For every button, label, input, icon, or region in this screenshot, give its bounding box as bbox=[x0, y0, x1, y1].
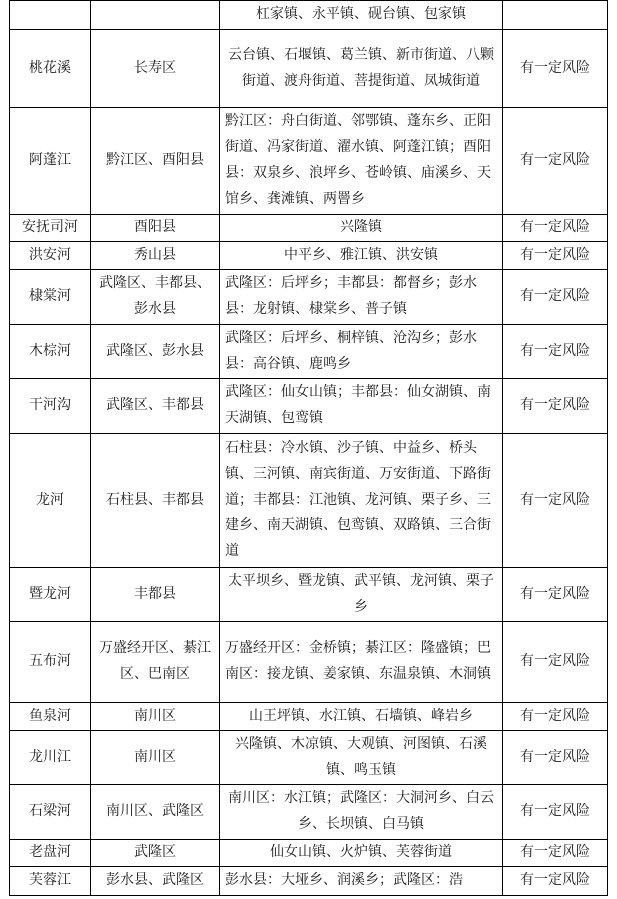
district-cell bbox=[91, 1, 220, 30]
towns-cell: 山王坪镇、水江镇、石墙镇、峰岩乡 bbox=[220, 703, 503, 731]
table-row bbox=[10, 379, 608, 434]
river-name-cell bbox=[10, 1, 91, 30]
table-row bbox=[10, 434, 608, 568]
towns-cell: 武隆区：后坪乡、桐梓镇、沧沟乡；彭水县：高谷镇、鹿鸣乡 bbox=[220, 325, 503, 379]
district-cell: 武隆区、丰都县、彭水县 bbox=[91, 270, 220, 325]
district-cell: 武隆区、丰都县 bbox=[91, 379, 220, 434]
river-name-cell: 木棕河 bbox=[10, 325, 91, 379]
table-row bbox=[10, 622, 608, 703]
risk-cell: 有一定风险 bbox=[503, 379, 608, 434]
river-name-cell: 桃花溪 bbox=[10, 30, 91, 108]
risk-cell: 有一定风险 bbox=[503, 731, 608, 785]
table-row bbox=[10, 30, 608, 108]
table-row bbox=[10, 731, 608, 785]
risk-cell: 有一定风险 bbox=[503, 325, 608, 379]
risk-cell: 有一定风险 bbox=[503, 434, 608, 568]
district-cell: 秀山县 bbox=[91, 242, 220, 270]
risk-cell: 有一定风险 bbox=[503, 30, 608, 108]
table-row bbox=[10, 867, 608, 896]
district-cell: 彭水县、武隆区 bbox=[91, 867, 220, 896]
risk-cell: 有一定风险 bbox=[503, 622, 608, 703]
risk-cell: 有一定风险 bbox=[503, 270, 608, 325]
district-cell: 武隆区 bbox=[91, 840, 220, 867]
risk-cell: 有一定风险 bbox=[503, 840, 608, 867]
table-row bbox=[10, 215, 608, 242]
towns-cell: 兴隆镇、木凉镇、大观镇、河图镇、石溪镇、鸣玉镇 bbox=[220, 731, 503, 785]
district-cell: 黔江区、酉阳县 bbox=[91, 108, 220, 215]
table-row bbox=[10, 840, 608, 867]
towns-cell: 仙女山镇、火炉镇、芙蓉街道 bbox=[220, 840, 503, 867]
risk-cell: 有一定风险 bbox=[503, 703, 608, 731]
river-name-cell: 棣棠河 bbox=[10, 270, 91, 325]
river-name-cell: 暨龙河 bbox=[10, 568, 91, 622]
risk-cell: 有一定风险 bbox=[503, 108, 608, 215]
towns-cell: 万盛经开区：金桥镇；綦江区：隆盛镇；巴南区：接龙镇、姜家镇、东温泉镇、木洞镇 bbox=[220, 622, 503, 703]
river-name-cell: 龙川江 bbox=[10, 731, 91, 785]
towns-cell: 武隆区：仙女山镇；丰都县：仙女湖镇、南天湖镇、包鸾镇 bbox=[220, 379, 503, 434]
risk-cell: 有一定风险 bbox=[503, 785, 608, 840]
river-name-cell: 老盘河 bbox=[10, 840, 91, 867]
river-name-cell: 洪安河 bbox=[10, 242, 91, 270]
table-row bbox=[10, 1, 608, 30]
district-cell: 万盛经开区、綦江区、巴南区 bbox=[91, 622, 220, 703]
towns-cell: 兴隆镇 bbox=[220, 215, 503, 242]
river-name-cell: 石梁河 bbox=[10, 785, 91, 840]
district-cell: 丰都县 bbox=[91, 568, 220, 622]
towns-cell: 杠家镇、永平镇、砚台镇、包家镇 bbox=[220, 1, 503, 30]
table-row bbox=[10, 242, 608, 270]
towns-cell: 武隆区：后坪乡；丰都县：都督乡；彭水县：龙射镇、棣棠乡、普子镇 bbox=[220, 270, 503, 325]
risk-cell bbox=[503, 1, 608, 30]
district-cell: 长寿区 bbox=[91, 30, 220, 108]
district-cell: 酉阳县 bbox=[91, 215, 220, 242]
risk-cell: 有一定风险 bbox=[503, 568, 608, 622]
table-row bbox=[10, 270, 608, 325]
river-name-cell: 芙蓉江 bbox=[10, 867, 91, 896]
table-row bbox=[10, 785, 608, 840]
table-row bbox=[10, 325, 608, 379]
towns-cell: 云台镇、石堰镇、葛兰镇、新市街道、八颗街道、渡舟街道、菩提街道、凤城街道 bbox=[220, 30, 503, 108]
district-cell: 武隆区、彭水县 bbox=[91, 325, 220, 379]
river-name-cell: 五布河 bbox=[10, 622, 91, 703]
river-name-cell: 干河沟 bbox=[10, 379, 91, 434]
table-row bbox=[10, 568, 608, 622]
river-name-cell: 安抚司河 bbox=[10, 215, 91, 242]
towns-cell: 石柱县：冷水镇、沙子镇、中益乡、桥头镇、三河镇、南宾街道、万安街道、下路街道；丰都县：江池镇、龙河镇、栗子乡、三建乡、南天湖镇、包鸾镇、双路镇、三合街道 bbox=[220, 434, 503, 568]
risk-cell: 有一定风险 bbox=[503, 242, 608, 270]
river-name-cell: 阿蓬江 bbox=[10, 108, 91, 215]
risk-cell: 有一定风险 bbox=[503, 215, 608, 242]
towns-cell: 黔江区：舟白街道、邻鄂镇、蓬东乡、正阳街道、冯家街道、濯水镇、阿蓬江镇；酉阳县：双泉乡、浪坪乡、苍岭镇、庙溪乡、天馆乡、龚滩镇、两罾乡 bbox=[220, 108, 503, 215]
towns-cell: 中平乡、雅江镇、洪安镇 bbox=[220, 242, 503, 270]
river-name-cell: 鱼泉河 bbox=[10, 703, 91, 731]
district-cell: 石柱县、丰都县 bbox=[91, 434, 220, 568]
river-risk-table bbox=[9, 0, 608, 896]
table-row bbox=[10, 703, 608, 731]
table-row bbox=[10, 108, 608, 215]
towns-cell: 太平坝乡、暨龙镇、武平镇、龙河镇、栗子乡 bbox=[220, 568, 503, 622]
towns-cell: 彭水县：大垭乡、润溪乡；武隆区：浩 bbox=[220, 867, 503, 896]
risk-cell: 有一定风险 bbox=[503, 867, 608, 896]
river-name-cell: 龙河 bbox=[10, 434, 91, 568]
towns-cell: 南川区：水江镇；武隆区：大洞河乡、白云乡、长坝镇、白马镇 bbox=[220, 785, 503, 840]
district-cell: 南川区、武隆区 bbox=[91, 785, 220, 840]
district-cell: 南川区 bbox=[91, 731, 220, 785]
district-cell: 南川区 bbox=[91, 703, 220, 731]
